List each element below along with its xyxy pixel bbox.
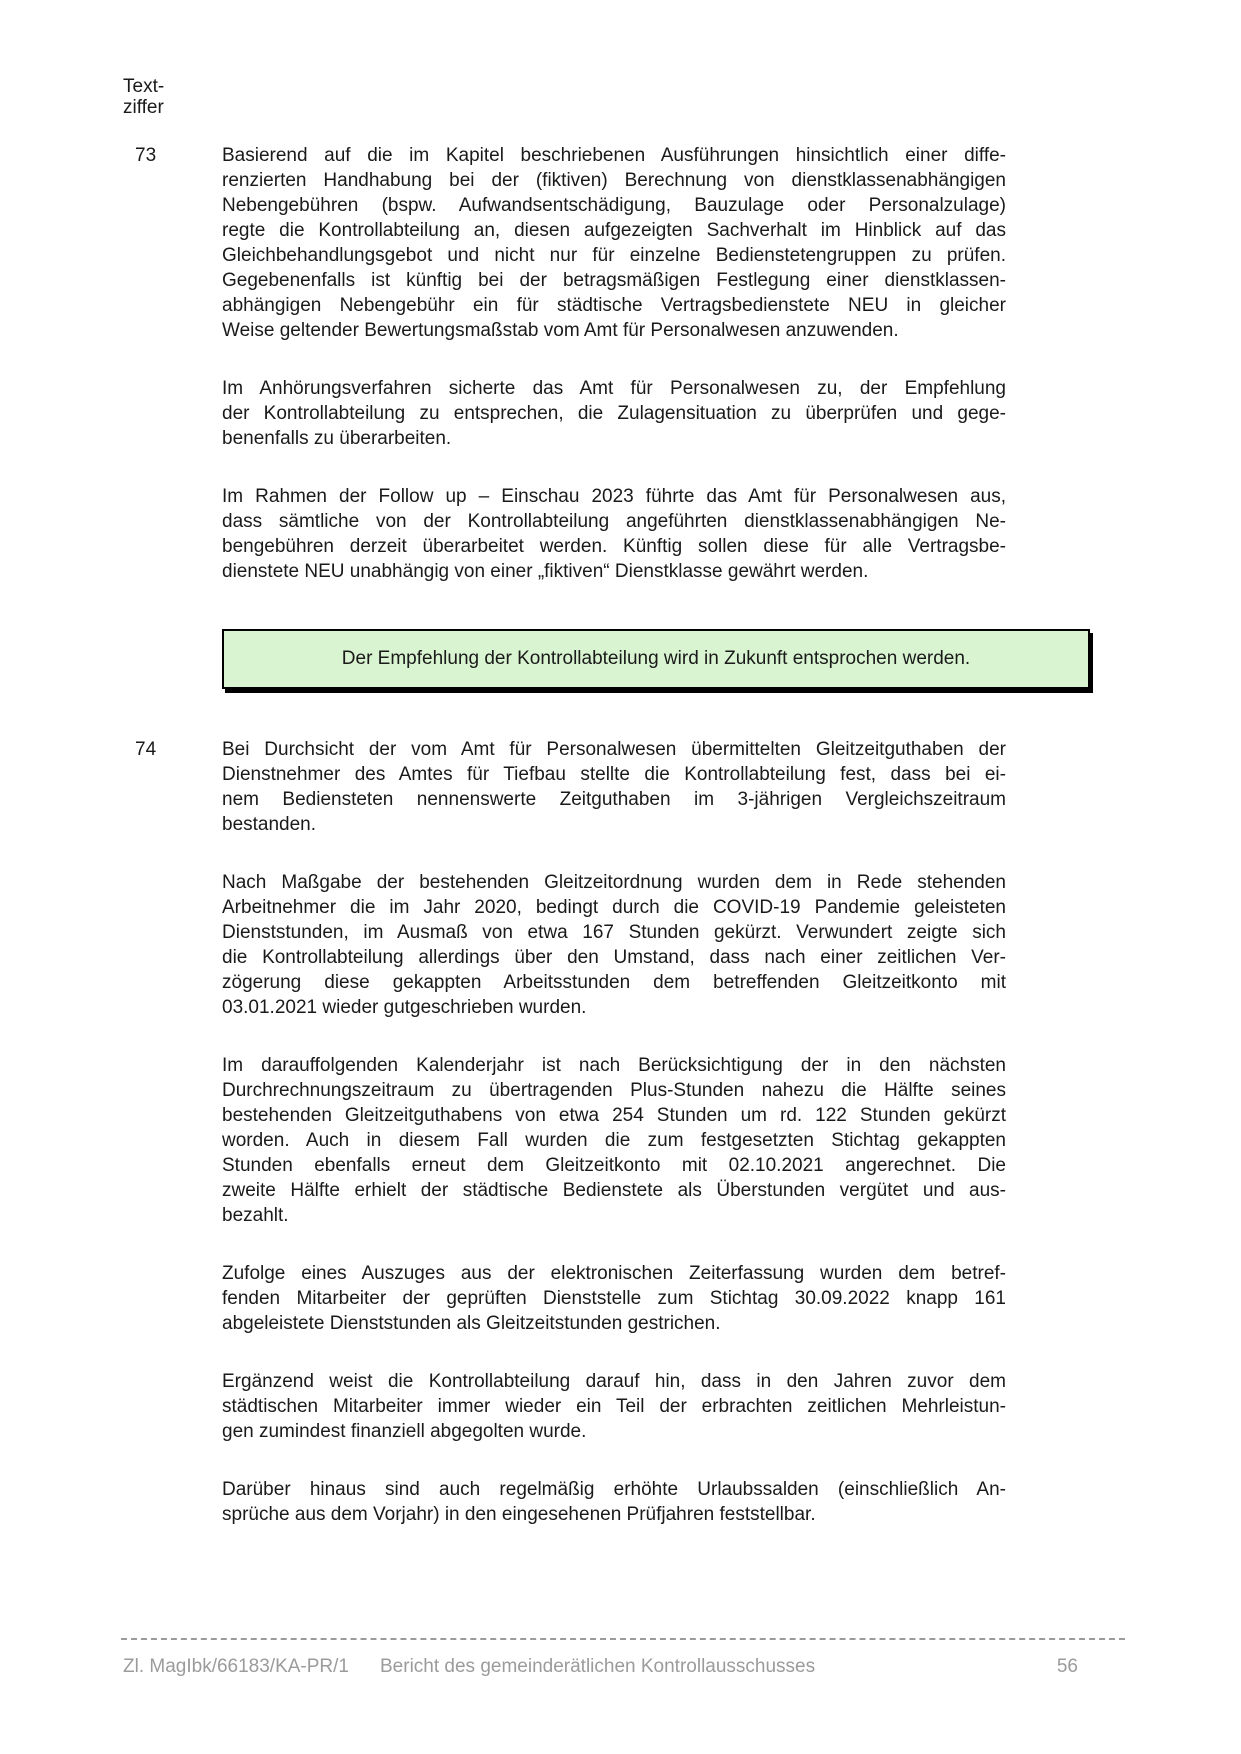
paragraph-line: zweite Hälfte erhielt der städtische Bedienstete als Überstunden vergütet und aus-: [222, 1180, 1006, 1201]
paragraph: [222, 484, 1006, 584]
margin-column-heading: [123, 76, 164, 118]
paragraph-line: abhängigen Nebengebühr ein für städtische Vertragsbedienstete NEU in gleicher: [222, 295, 1006, 316]
paragraph-line: regte die Kontrollabteilung an, diesen aufgezeigten Sachverhalt im Hinblick auf das: [222, 220, 1006, 241]
footer-divider: [121, 1638, 1125, 1640]
paragraph-line: Weise geltender Bewertungsmaßstab vom Amt für Personalwesen anzuwenden.: [222, 320, 899, 341]
paragraph-line: Dienstnehmer des Amtes für Tiefbau stellte die Kontrollabteilung fest, dass bei ei-: [222, 764, 1006, 785]
section-body: [222, 737, 1006, 1527]
paragraph: [222, 1477, 1006, 1527]
recommendation-highlight-box: [222, 629, 1090, 689]
paragraph: [222, 1261, 1006, 1336]
paragraph-line: sprüche aus dem Vorjahr) in den eingesehenen Prüfjahren feststellbar.: [222, 1504, 816, 1525]
paragraph-line: Nach Maßgabe der bestehenden Gleitzeitordnung wurden dem in Rede stehenden: [222, 872, 1006, 893]
paragraph-line: Ergänzend weist die Kontrollabteilung darauf hin, dass in den Jahren zuvor dem: [222, 1371, 1006, 1392]
paragraph: [222, 376, 1006, 451]
paragraph-line: renzierten Handhabung bei der (fiktiven) Berechnung von dienstklassenabhängigen: [222, 170, 1006, 191]
text-section-74: [135, 737, 1241, 1527]
paragraph-line: Im Rahmen der Follow up – Einschau 2023 führte das Amt für Personalwesen aus,: [222, 486, 1006, 507]
paragraph-line: Darüber hinaus sind auch regelmäßig erhöhte Urlaubssalden (einschließlich An-: [222, 1479, 1006, 1500]
paragraph-line: dass sämtliche von der Kontrollabteilung angeführten dienstklassenabhängigen Ne-: [222, 511, 1006, 532]
sections-root: [0, 143, 1241, 1527]
paragraph-line: nem Bediensteten nennenswerte Zeitguthaben im 3-jährigen Vergleichszeitraum: [222, 789, 1006, 810]
paragraph-line: Stunden ebenfalls erneut dem Gleitzeitkonto mit 02.10.2021 angerechnet. Die: [222, 1155, 1006, 1176]
paragraph: [222, 870, 1006, 1020]
paragraph: [222, 737, 1006, 837]
paragraph-line: Durchrechnungszeitraum zu übertragenden Plus-Stunden nahezu die Hälfte seines: [222, 1080, 1006, 1101]
paragraph-line: abgeleistete Dienststunden als Gleitzeitstunden gestrichen.: [222, 1313, 721, 1334]
recommendation-highlight-text: Der Empfehlung der Kontrollabteilung wird in Zukunft entsprochen werden.: [341, 648, 971, 669]
paragraph-line: Zufolge eines Auszuges aus der elektronischen Zeiterfassung wurden dem betref-: [222, 1263, 1006, 1284]
page-footer: [0, 1638, 1241, 1677]
footer-reference-number: Zl. MagIbk/66183/KA-PR/1: [123, 1656, 349, 1677]
paragraph-line: bestanden.: [222, 814, 317, 835]
paragraph-line: worden. Auch in diesem Fall wurden die zum festgesetzten Stichtag gekappten: [222, 1130, 1006, 1151]
text-section-73: [135, 143, 1241, 689]
margin-column-heading-line1: Text-: [123, 76, 165, 97]
paragraph-line: die Kontrollabteilung allerdings über den Umstand, dass nach einer zeitlichen Ver-: [222, 947, 1006, 968]
paragraph-line: 03.01.2021 wieder gutgeschrieben wurden.: [222, 997, 587, 1018]
textziffer-number: 73: [135, 145, 157, 166]
page-content: [0, 143, 1241, 1527]
paragraph-line: bestehenden Gleitzeitguthabens von etwa 254 Stunden um rd. 122 Stunden gekürzt: [222, 1105, 1006, 1126]
paragraph-line: bengebühren derzeit überarbeitet werden. Künftig sollen diese für alle Vertragsbe-: [222, 536, 1006, 557]
paragraph-line: Gleichbehandlungsgebot und nicht nur für einzelne Bedienstetengruppen zu prüfen.: [222, 245, 1006, 266]
section-body: [222, 143, 1006, 584]
paragraph: [222, 1369, 1006, 1444]
paragraph-line: bezahlt.: [222, 1205, 289, 1226]
paragraph-line: Arbeitnehmer die im Jahr 2020, bedingt durch die COVID-19 Pandemie geleisteten: [222, 897, 1006, 918]
paragraph-line: Basierend auf die im Kapitel beschriebenen Ausführungen hinsichtlich einer diffe-: [222, 145, 1006, 166]
paragraph-line: Im Anhörungsverfahren sicherte das Amt für Personalwesen zu, der Empfehlung: [222, 378, 1006, 399]
paragraph-line: fenden Mitarbeiter der geprüften Dienststelle zum Stichtag 30.09.2022 knapp 161: [222, 1288, 1006, 1309]
footer-document-title: Bericht des gemeinderätlichen Kontrollausschusses: [380, 1656, 816, 1677]
paragraph-line: dienstete NEU unabhängig von einer „fiktiven“ Dienstklasse gewährt werden.: [222, 561, 869, 582]
margin-column-heading-line2: ziffer: [123, 97, 164, 118]
textziffer-number: 74: [135, 739, 157, 760]
paragraph-line: Nebengebühren (bspw. Aufwandsentschädigung, Bauzulage oder Personalzulage): [222, 195, 1006, 216]
paragraph-line: benenfalls zu überarbeiten.: [222, 428, 452, 449]
paragraph-line: städtischen Mitarbeiter immer wieder ein Teil der erbrachten zeitlichen Mehrleistun-: [222, 1396, 1006, 1417]
paragraph-line: Dienststunden, im Ausmaß von etwa 167 Stunden gekürzt. Verwundert zeigte sich: [222, 922, 1006, 943]
paragraph-line: Im darauffolgenden Kalenderjahr ist nach Berücksichtigung der in den nächsten: [222, 1055, 1006, 1076]
paragraph: [222, 143, 1006, 343]
paragraph: [222, 1053, 1006, 1228]
paragraph-line: der Kontrollabteilung zu entsprechen, die Zulagensituation zu überprüfen und gege-: [222, 403, 1006, 424]
paragraph-line: zögerung diese gekappten Arbeitsstunden dem betreffenden Gleitzeitkonto mit: [222, 972, 1006, 993]
footer-page-number: 56: [1056, 1656, 1078, 1677]
paragraph-line: Bei Durchsicht der vom Amt für Personalwesen übermittelten Gleitzeitguthaben der: [222, 739, 1006, 760]
paragraph-line: gen zumindest finanziell abgegolten wurde.: [222, 1421, 587, 1442]
paragraph-line: Gegebenenfalls ist künftig bei der betragsmäßigen Festlegung einer dienstklassen-: [222, 270, 1006, 291]
